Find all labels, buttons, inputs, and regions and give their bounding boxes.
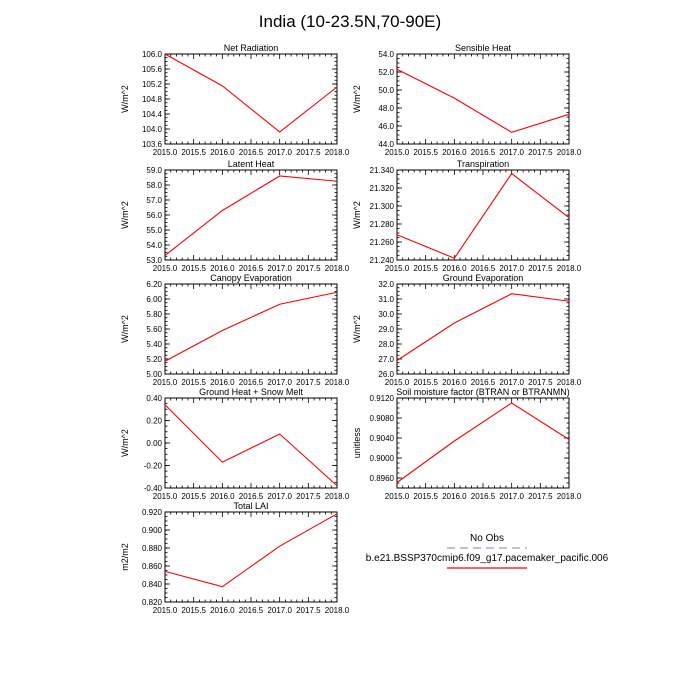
y-axis-label: W/m^2: [120, 201, 130, 229]
y-tick-label: 32.0: [378, 280, 394, 289]
panel-latent-heat: [120, 159, 350, 273]
y-tick-label: 0.9000: [369, 454, 394, 463]
x-tick-label: 2018.0: [556, 492, 582, 501]
x-tick-label: 2016.5: [470, 264, 496, 273]
x-tick-label: 2017.0: [267, 606, 292, 615]
y-tick-label: 106.0: [141, 50, 162, 59]
x-tick-label: 2017.5: [296, 492, 321, 501]
x-tick-label: 2016.0: [210, 378, 235, 387]
y-tick-label: 0.00: [146, 439, 162, 448]
x-tick-label: 2016.5: [238, 492, 264, 501]
x-tick-label: 2016.0: [210, 606, 235, 615]
panel-title: Net Radiation: [223, 43, 279, 53]
y-tick-label: 0.920: [141, 508, 162, 517]
y-tick-label: 27.0: [378, 355, 394, 364]
y-tick-label: 58.0: [146, 181, 162, 190]
x-tick-label: 2017.0: [499, 492, 524, 501]
x-tick-label: 2017.5: [296, 264, 321, 273]
y-tick-label: -0.40: [143, 484, 162, 493]
y-tick-label: 50.0: [378, 86, 394, 95]
x-tick-label: 2017.0: [499, 378, 524, 387]
x-tick-label: 2017.5: [528, 492, 553, 501]
x-tick-label: 2018.0: [324, 378, 350, 387]
x-tick-label: 2015.0: [152, 492, 178, 501]
x-tick-label: 2016.5: [238, 606, 264, 615]
x-tick-label: 2015.5: [181, 606, 206, 615]
x-tick-label: 2015.0: [384, 492, 410, 501]
x-tick-label: 2018.0: [324, 606, 350, 615]
y-tick-label: 0.40: [146, 394, 162, 403]
y-tick-label: 56.0: [146, 211, 162, 220]
y-tick-label: 57.0: [146, 196, 162, 205]
x-tick-label: 2017.0: [267, 148, 292, 157]
x-tick-label: 2017.0: [499, 148, 524, 157]
panel-ground-heat-snow-melt: [120, 387, 350, 501]
x-tick-label: 2018.0: [556, 264, 582, 273]
y-axis-label: m2/m2: [120, 543, 130, 571]
plot-frame: [397, 398, 569, 488]
y-axis-label: W/m^2: [120, 429, 130, 457]
x-tick-label: 2016.5: [470, 378, 496, 387]
y-tick-label: 31.0: [378, 295, 394, 304]
panel-title: Ground Heat + Snow Melt: [199, 387, 303, 397]
y-axis-label: W/m^2: [352, 201, 362, 229]
x-tick-label: 2015.0: [384, 378, 410, 387]
panel-title: Sensible Heat: [454, 43, 512, 53]
legend-label-no-obs: No Obs: [470, 533, 504, 544]
y-tick-label: 6.20: [146, 280, 162, 289]
series-line: [165, 54, 337, 132]
x-tick-label: 2015.0: [152, 378, 178, 387]
y-tick-label: 0.820: [141, 598, 162, 607]
x-tick-label: 2017.5: [528, 148, 553, 157]
panel-sensible-heat: [352, 43, 582, 157]
x-tick-label: 2015.0: [384, 148, 410, 157]
x-tick-label: 2015.0: [384, 264, 410, 273]
x-tick-label: 2016.0: [210, 148, 235, 157]
y-tick-label: 21.300: [369, 202, 394, 211]
y-tick-label: 54.0: [378, 50, 394, 59]
plot-frame: [165, 170, 337, 260]
x-tick-label: 2015.0: [152, 264, 178, 273]
x-tick-label: 2015.0: [152, 148, 178, 157]
legend: [366, 533, 609, 568]
x-tick-label: 2018.0: [324, 148, 350, 157]
y-tick-label: 0.900: [141, 526, 162, 535]
y-tick-label: 0.9080: [369, 414, 394, 423]
x-tick-label: 2016.0: [442, 148, 467, 157]
y-tick-label: 5.00: [146, 370, 162, 379]
y-tick-label: 59.0: [146, 166, 162, 175]
y-tick-label: 0.20: [146, 416, 162, 426]
series-line: [397, 69, 569, 132]
y-tick-label: 105.2: [141, 80, 162, 89]
y-tick-label: 21.340: [369, 166, 394, 175]
x-tick-label: 2016.5: [470, 492, 496, 501]
series-line: [397, 403, 569, 483]
y-tick-label: 44.0: [378, 140, 394, 149]
y-axis-label: W/m^2: [352, 85, 362, 113]
y-tick-label: 55.0: [146, 226, 162, 235]
x-tick-label: 2016.0: [442, 264, 467, 273]
panel-title: Total LAI: [233, 501, 269, 511]
y-tick-label: 0.9120: [369, 394, 394, 403]
y-tick-label: 52.0: [378, 68, 394, 77]
x-tick-label: 2017.5: [296, 606, 321, 615]
y-tick-label: 5.20: [146, 355, 162, 364]
x-tick-label: 2015.5: [413, 378, 438, 387]
y-tick-label: 46.0: [378, 122, 394, 131]
x-tick-label: 2015.5: [413, 492, 438, 501]
x-tick-label: 2016.0: [442, 492, 467, 501]
plot-frame: [165, 512, 337, 602]
panel-ground-evaporation: [352, 273, 582, 387]
y-tick-label: 104.0: [141, 125, 162, 134]
y-tick-label: 5.80: [146, 310, 162, 319]
x-tick-label: 2018.0: [324, 264, 350, 273]
x-tick-label: 2016.5: [238, 148, 264, 157]
x-tick-label: 2015.5: [413, 148, 438, 157]
y-axis-label: W/m^2: [352, 315, 362, 343]
x-tick-label: 2016.0: [442, 378, 467, 387]
y-axis-label: unitless: [352, 427, 362, 459]
y-axis-label: W/m^2: [120, 315, 130, 343]
panel-total-lai: [120, 501, 350, 615]
y-tick-label: 5.60: [146, 325, 162, 334]
x-tick-label: 2017.5: [528, 264, 553, 273]
x-tick-label: 2016.5: [238, 264, 264, 273]
series-line: [165, 292, 337, 361]
x-tick-label: 2018.0: [324, 492, 350, 501]
y-tick-label: 0.840: [141, 580, 162, 589]
x-tick-label: 2016.0: [210, 264, 235, 273]
panel-canopy-evaporation: [120, 273, 350, 387]
x-tick-label: 2016.0: [210, 492, 235, 501]
y-tick-label: 21.280: [369, 220, 394, 229]
series-line: [397, 174, 569, 259]
x-tick-label: 2018.0: [556, 148, 582, 157]
y-tick-label: 48.0: [378, 104, 394, 113]
x-tick-label: 2017.5: [296, 148, 321, 157]
series-line: [165, 405, 337, 486]
y-tick-label: 30.0: [378, 310, 394, 319]
y-tick-label: 104.8: [141, 95, 162, 104]
panel-soil-moisture-factor-btran-or-btranmn: [352, 387, 582, 501]
x-tick-label: 2018.0: [556, 378, 582, 387]
y-tick-label: -0.20: [143, 461, 162, 471]
y-tick-label: 0.8960: [369, 474, 394, 483]
plot-frame: [397, 54, 569, 144]
series-line: [165, 514, 337, 587]
legend-label-simulation: b.e21.BSSP370cmip6.f09_g17.pacemaker_pacific.006: [365, 553, 609, 564]
x-tick-label: 2015.5: [181, 264, 206, 273]
panel-net-radiation: [120, 43, 350, 157]
x-tick-label: 2017.0: [267, 492, 292, 501]
series-line: [165, 176, 337, 256]
panel-title: Ground Evaporation: [442, 273, 524, 283]
y-tick-label: 21.320: [369, 184, 394, 193]
y-tick-label: 104.4: [141, 110, 162, 119]
figure-title: India (10-23.5N,70-90E): [258, 12, 442, 31]
y-tick-label: 26.0: [378, 370, 394, 379]
panels: [120, 43, 582, 615]
x-tick-label: 2016.5: [470, 148, 496, 157]
panel-title: Canopy Evaporation: [210, 273, 292, 283]
y-tick-label: 28.0: [378, 340, 394, 349]
x-tick-label: 2017.5: [296, 378, 321, 387]
x-tick-label: 2017.5: [528, 378, 553, 387]
x-tick-label: 2015.5: [181, 378, 206, 387]
y-tick-label: 54.0: [146, 241, 162, 250]
y-axis-label: W/m^2: [120, 85, 130, 113]
y-tick-label: 21.260: [369, 238, 394, 247]
panel-title: Transpiration: [456, 159, 510, 169]
x-tick-label: 2017.0: [499, 264, 524, 273]
y-tick-label: 0.9040: [369, 434, 394, 443]
x-tick-label: 2015.5: [413, 264, 438, 273]
y-tick-label: 0.860: [141, 562, 162, 571]
x-tick-label: 2016.5: [238, 378, 264, 387]
x-tick-label: 2015.5: [181, 492, 206, 501]
x-tick-label: 2015.5: [181, 148, 206, 157]
y-tick-label: 103.6: [141, 140, 162, 149]
plot-frame: [165, 398, 337, 488]
x-tick-label: 2017.0: [267, 264, 292, 273]
y-tick-label: 29.0: [378, 325, 394, 334]
panel-title: Latent Heat: [227, 159, 275, 169]
plot-frame: [165, 54, 337, 144]
x-tick-label: 2015.0: [152, 606, 178, 615]
panel-transpiration: [352, 159, 582, 273]
x-tick-label: 2017.0: [267, 378, 292, 387]
y-tick-label: 6.00: [146, 295, 162, 304]
y-tick-label: 53.0: [146, 256, 162, 265]
y-tick-label: 21.240: [369, 256, 394, 265]
panel-title: Soil moisture factor (BTRAN or BTRANMN): [396, 387, 570, 397]
series-line: [397, 294, 569, 361]
y-tick-label: 0.880: [141, 544, 162, 553]
y-tick-label: 5.40: [146, 340, 162, 349]
y-tick-label: 105.6: [141, 65, 162, 74]
